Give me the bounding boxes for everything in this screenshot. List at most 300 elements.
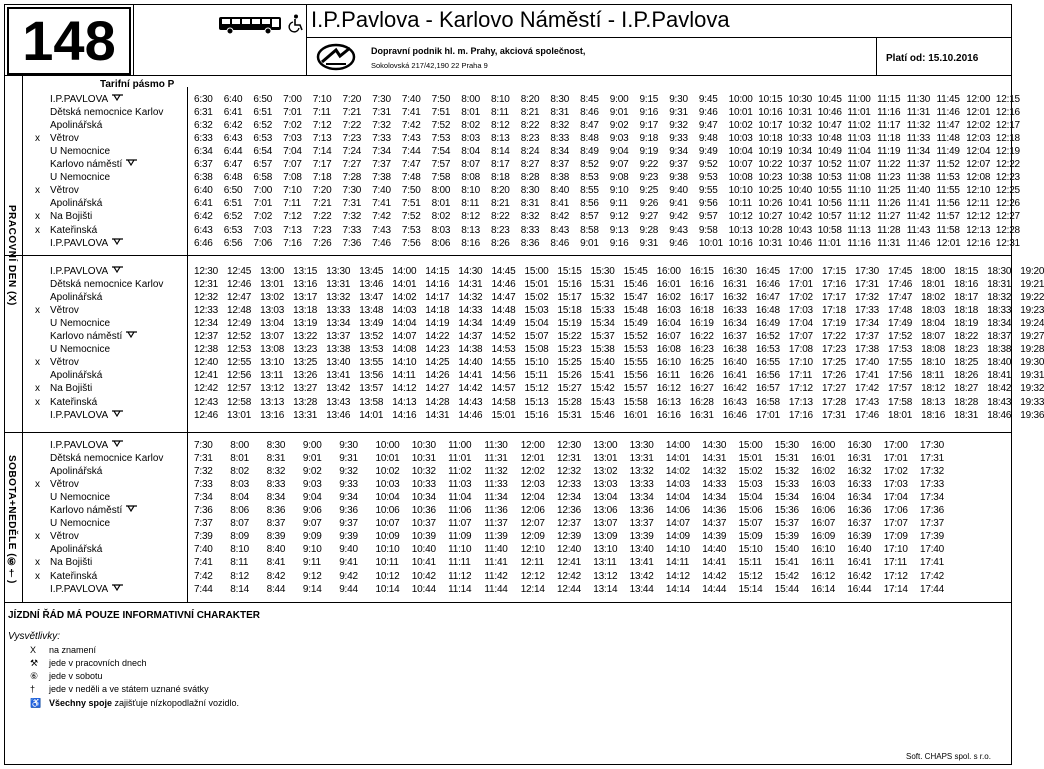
tram-icon <box>112 94 123 101</box>
departure-time: 15:58 <box>623 396 648 408</box>
departure-time: 11:17 <box>877 120 901 132</box>
departure-time: 13:31 <box>326 279 351 291</box>
departure-time: 10:37 <box>788 159 813 171</box>
stop-name <box>50 397 97 409</box>
departure-time: 7:43 <box>401 133 421 145</box>
departure-time: 18:25 <box>954 357 979 369</box>
departure-time: 8:27 <box>520 159 540 171</box>
departure-time: 8:13 <box>491 133 510 145</box>
departure-time: 14:31 <box>458 279 483 291</box>
departure-time: 11:06 <box>448 505 472 517</box>
departure-time: 16:00 <box>811 440 836 451</box>
departure-time: 8:10 <box>461 185 480 197</box>
departure-time: 16:45 <box>755 266 780 277</box>
departure-time: 16:39 <box>847 531 872 543</box>
departure-time: 18:32 <box>987 292 1012 304</box>
departure-time: 9:22 <box>639 159 659 171</box>
departure-time: 14:42 <box>702 570 727 582</box>
departure-time: 7:34 <box>194 492 213 504</box>
departure-time: 9:00 <box>302 440 322 451</box>
departure-time: 7:47 <box>401 159 421 171</box>
stop-name <box>50 238 123 250</box>
departure-time: 10:14 <box>375 583 400 595</box>
departure-time: 13:30 <box>326 266 351 277</box>
departure-time: 10:53 <box>817 172 842 184</box>
departure-time: 11:11 <box>448 557 471 569</box>
departure-time: 16:06 <box>811 505 836 517</box>
departure-time: 11:44 <box>484 583 508 595</box>
departure-time: 15:53 <box>623 344 648 356</box>
departure-time: 15:16 <box>524 409 549 421</box>
departure-time: 11:01 <box>448 453 472 465</box>
departure-time: 19:22 <box>1020 292 1044 304</box>
departure-time: 8:57 <box>580 211 599 223</box>
departure-time: 7:12 <box>283 211 302 223</box>
departure-time: 17:33 <box>920 479 945 491</box>
departure-time: 13:03 <box>593 479 618 491</box>
departure-time: 17:14 <box>883 583 908 595</box>
departure-time: 15:40 <box>774 544 799 556</box>
departure-time: 11:58 <box>936 224 960 236</box>
departure-time: 7:37 <box>372 159 391 171</box>
departure-time: 8:02 <box>431 211 451 223</box>
departure-time: 10:17 <box>758 120 783 132</box>
departure-time: 16:03 <box>811 479 836 491</box>
stop-label: Apolinářská <box>50 544 103 556</box>
departure-time: 13:12 <box>593 570 618 582</box>
departure-time: 7:04 <box>283 146 302 158</box>
departure-time: 14:14 <box>665 583 690 595</box>
departure-time: 12:03 <box>520 479 545 491</box>
stop-name <box>50 133 79 145</box>
departure-time: 11:28 <box>877 224 901 236</box>
departure-time: 16:37 <box>722 331 747 343</box>
departure-time: 8:33 <box>550 133 570 145</box>
departure-time: 8:20 <box>520 94 540 105</box>
departure-time: 14:31 <box>702 453 727 465</box>
departure-time: 7:37 <box>194 518 213 530</box>
stop-name <box>50 211 92 223</box>
departure-time: 12:01 <box>936 237 961 249</box>
stop-label: U Nemocnice <box>50 344 111 356</box>
departure-time: 12:16 <box>966 237 991 249</box>
departure-time: 13:07 <box>260 331 285 343</box>
stop-name <box>50 318 110 330</box>
departure-time: 10:06 <box>375 505 400 517</box>
departure-time: 17:17 <box>821 292 846 304</box>
departure-time: 11:48 <box>936 133 960 145</box>
departure-time: 7:13 <box>312 133 332 145</box>
departure-time: 16:13 <box>656 396 681 408</box>
departure-time: 10:33 <box>788 133 813 145</box>
departure-time: 17:37 <box>920 518 945 530</box>
section-divider <box>4 255 1012 256</box>
departure-time: 10:19 <box>758 146 783 158</box>
departure-time: 8:37 <box>550 159 570 171</box>
departure-time: 8:04 <box>230 492 249 504</box>
departure-time: 11:55 <box>936 185 960 197</box>
departure-time: 13:42 <box>629 570 654 582</box>
departure-time: 8:41 <box>550 198 570 210</box>
stop-label: Větrov <box>50 185 79 197</box>
stop-name <box>50 146 110 158</box>
departure-time: 16:10 <box>656 357 681 369</box>
departure-time: 16:01 <box>623 409 648 421</box>
departure-time: 18:16 <box>954 279 979 291</box>
departure-time: 6:32 <box>194 120 213 132</box>
departure-time: 14:01 <box>392 279 417 291</box>
departure-time: 13:28 <box>293 396 318 408</box>
departure-time: 18:33 <box>987 305 1012 317</box>
departure-time: 15:23 <box>557 344 582 356</box>
departure-time: 13:49 <box>359 318 384 330</box>
departure-time: 8:32 <box>266 466 286 478</box>
departure-time: 9:48 <box>698 133 718 145</box>
legend-description: jede v neděli a ve státem uznané svátky <box>49 684 209 694</box>
departure-time: 7:10 <box>312 94 332 105</box>
departure-time: 13:00 <box>260 266 285 277</box>
departure-time: 14:01 <box>665 453 690 465</box>
legend-text <box>49 671 103 681</box>
departure-time: 6:50 <box>223 185 243 197</box>
departure-time: 9:31 <box>639 237 659 249</box>
departure-time: 8:34 <box>266 492 286 504</box>
departure-time: 12:03 <box>966 133 991 145</box>
departure-time: 8:24 <box>520 146 540 158</box>
departure-time: 12:12 <box>520 570 545 582</box>
departure-time: 16:14 <box>811 583 836 595</box>
departure-time: 17:10 <box>883 544 908 556</box>
departure-time: 16:17 <box>689 292 714 304</box>
departure-time: 12:34 <box>194 318 219 330</box>
departure-time: 9:30 <box>339 440 358 451</box>
departure-time: 13:43 <box>326 396 351 408</box>
departure-time: 11:49 <box>936 146 960 158</box>
departure-time: 16:01 <box>656 279 681 291</box>
departure-time: 12:12 <box>966 211 991 223</box>
departure-time: 11:19 <box>877 146 901 158</box>
section-divider <box>4 432 1012 433</box>
stop-name <box>50 120 102 132</box>
departure-time: 15:02 <box>524 292 549 304</box>
departure-time: 10:01 <box>728 107 753 119</box>
departure-time: 7:44 <box>194 583 213 595</box>
departure-time: 13:27 <box>293 383 318 395</box>
departure-time: 11:15 <box>877 94 901 105</box>
departure-time: 17:07 <box>788 331 813 343</box>
departure-time: 8:01 <box>230 453 249 465</box>
departure-time: 8:42 <box>550 211 570 223</box>
departure-time: 16:31 <box>722 279 747 291</box>
departure-time: 18:30 <box>987 266 1012 277</box>
departure-time: 8:23 <box>491 224 510 236</box>
departure-time: 18:10 <box>921 357 946 369</box>
departure-time: 13:11 <box>593 557 617 569</box>
departure-time: 11:46 <box>906 237 931 249</box>
departure-time: 7:11 <box>312 107 331 119</box>
departure-time: 15:40 <box>590 357 615 369</box>
departure-time: 10:10 <box>375 544 400 556</box>
departure-time: 9:11 <box>302 557 321 569</box>
stop-name <box>50 344 110 356</box>
departure-time: 13:45 <box>359 266 384 277</box>
departure-time: 17:31 <box>920 453 945 465</box>
departure-time: 6:42 <box>223 120 243 132</box>
departure-time: 12:41 <box>194 370 219 382</box>
departure-time: 17:33 <box>855 305 880 317</box>
departure-time: 19:31 <box>1020 370 1044 382</box>
departure-time: 15:42 <box>590 383 615 395</box>
departure-time: 10:11 <box>375 557 399 569</box>
departure-time: 10:39 <box>411 531 436 543</box>
request-stop-mark: x <box>35 211 40 223</box>
departure-time: 13:48 <box>359 305 384 317</box>
request-stop-mark: x <box>35 557 40 569</box>
departure-time: 6:57 <box>253 159 273 171</box>
departure-time: 14:46 <box>458 409 483 421</box>
departure-time: 12:22 <box>995 159 1020 171</box>
departure-time: 18:12 <box>921 383 946 395</box>
departure-time: 12:33 <box>194 305 219 317</box>
departure-time: 18:23 <box>954 344 979 356</box>
departure-time: 15:01 <box>738 453 763 465</box>
departure-time: 7:03 <box>283 133 302 145</box>
departure-time: 8:03 <box>431 224 451 236</box>
departure-time: 6:52 <box>223 211 243 223</box>
departure-time: 6:54 <box>253 146 273 158</box>
departure-time: 10:07 <box>728 159 753 171</box>
departure-time: 16:11 <box>811 557 835 569</box>
departure-time: 11:01 <box>847 107 871 119</box>
departure-time: 11:16 <box>877 107 901 119</box>
departure-time: 17:49 <box>888 318 913 330</box>
departure-time: 14:33 <box>702 479 727 491</box>
departure-time: 13:04 <box>260 318 285 330</box>
departure-time: 16:25 <box>689 357 714 369</box>
departure-time: 15:31 <box>557 409 582 421</box>
departure-time: 7:18 <box>312 172 332 184</box>
departure-time: 17:47 <box>888 292 913 304</box>
departure-time: 14:40 <box>702 544 727 556</box>
departure-time: 14:08 <box>392 344 417 356</box>
stop-label: Dětská nemocnice Karlov <box>50 453 164 465</box>
legend-title: Vysvětlivky: <box>8 631 61 642</box>
departure-time: 12:26 <box>995 198 1020 210</box>
departure-time: 7:51 <box>431 107 451 119</box>
departure-time: 19:30 <box>1020 357 1044 369</box>
stop-label: Dětská nemocnice Karlov <box>50 279 164 291</box>
departure-time: 16:44 <box>847 583 872 595</box>
departure-time: 14:09 <box>665 531 690 543</box>
departure-time: 11:36 <box>484 505 508 517</box>
departure-time: 7:52 <box>401 211 421 223</box>
stop-label: Větrov <box>50 479 79 491</box>
departure-time: 14:56 <box>491 370 516 382</box>
departure-time: 8:48 <box>580 133 599 145</box>
departure-time: 12:08 <box>966 172 991 184</box>
departure-time: 11:31 <box>877 237 901 249</box>
stop-label: I.P.PAVLOVA <box>50 440 109 451</box>
departure-time: 17:01 <box>883 453 908 465</box>
departure-time: 17:32 <box>855 292 880 304</box>
departure-time: 15:22 <box>557 331 582 343</box>
departure-time: 6:40 <box>223 94 243 105</box>
departure-time: 11:57 <box>936 211 960 223</box>
legend-text <box>49 645 96 655</box>
departure-time: 8:45 <box>580 94 599 105</box>
departure-time: 13:19 <box>293 318 318 330</box>
departure-time: 15:47 <box>623 292 648 304</box>
departure-time: 17:31 <box>821 409 846 421</box>
departure-time: 11:32 <box>484 466 508 478</box>
departure-time: 12:14 <box>520 583 545 595</box>
departure-time: 18:13 <box>921 396 946 408</box>
departure-time: 17:53 <box>888 344 913 356</box>
departure-time: 14:01 <box>359 409 384 421</box>
departure-time: 18:31 <box>954 409 979 421</box>
departure-time: 14:40 <box>458 357 483 369</box>
departure-time: 10:23 <box>758 172 783 184</box>
departure-time: 13:25 <box>293 357 318 369</box>
departure-time: 15:28 <box>557 396 582 408</box>
wheelchair-icon <box>288 14 304 32</box>
day-column-divider <box>22 75 23 602</box>
departure-time: 13:00 <box>593 440 618 451</box>
departure-time: 7:24 <box>342 146 362 158</box>
legend-symbol: ⚒ <box>30 658 39 668</box>
departure-time: 11:30 <box>484 440 508 451</box>
departure-time: 10:44 <box>411 583 436 595</box>
legend-bold-text: Všechny spoje <box>49 698 113 708</box>
departure-time: 7:40 <box>194 544 213 556</box>
departure-time: 9:26 <box>639 198 659 210</box>
departure-time: 7:33 <box>342 224 362 236</box>
departure-time: 15:17 <box>557 292 582 304</box>
tram-icon <box>112 410 123 417</box>
departure-time: 12:16 <box>995 107 1020 119</box>
stop-label: Na Bojišti <box>50 557 93 569</box>
departure-time: 15:45 <box>623 266 648 277</box>
departure-time: 7:31 <box>194 453 213 465</box>
departure-time: 7:28 <box>342 172 362 184</box>
departure-time: 10:11 <box>728 198 752 210</box>
informative-note: JÍZDNÍ ŘÁD MÁ POUZE INFORMATIVNÍ CHARAKTER <box>8 610 261 621</box>
departure-time: 15:55 <box>623 357 648 369</box>
stop-name <box>50 357 79 369</box>
departure-time: 19:27 <box>1020 331 1044 343</box>
departure-time: 15:16 <box>557 279 582 291</box>
departure-time: 11:52 <box>936 159 960 171</box>
departure-time: 17:06 <box>883 505 908 517</box>
departure-time: 16:22 <box>689 331 714 343</box>
departure-time: 11:03 <box>847 133 871 145</box>
departure-time: 15:12 <box>524 383 549 395</box>
departure-time: 9:10 <box>302 544 322 556</box>
departure-time: 10:15 <box>758 94 783 105</box>
departure-time: 10:12 <box>375 570 400 582</box>
departure-time: 7:02 <box>283 120 302 132</box>
departure-time: 15:41 <box>590 370 615 382</box>
departure-time: 18:40 <box>987 357 1012 369</box>
departure-time: 17:11 <box>788 370 813 382</box>
tram-icon <box>112 238 123 245</box>
departure-time: 7:48 <box>401 172 421 184</box>
departure-time: 10:27 <box>758 211 783 223</box>
operator-name: Dopravní podnik hl. m. Prahy, akciová společnost, <box>371 46 586 56</box>
departure-time: 17:03 <box>883 479 908 491</box>
departure-time: 12:43 <box>194 396 219 408</box>
departure-time: 9:14 <box>302 583 322 595</box>
departure-time: 6:53 <box>253 133 273 145</box>
departure-time: 9:09 <box>302 531 322 543</box>
departure-time: 7:33 <box>194 479 213 491</box>
departure-time: 6:40 <box>194 185 213 197</box>
departure-time: 8:28 <box>520 172 540 184</box>
departure-time: 12:02 <box>520 466 545 478</box>
departure-time: 10:04 <box>728 146 753 158</box>
departure-time: 12:25 <box>995 185 1020 197</box>
departure-time: 14:52 <box>491 331 516 343</box>
departure-time: 6:31 <box>194 107 213 119</box>
departure-time: 9:41 <box>669 198 688 210</box>
departure-time: 14:00 <box>392 266 417 277</box>
departure-time: 12:37 <box>194 331 219 343</box>
request-stop-mark: x <box>35 383 40 395</box>
departure-time: 14:53 <box>491 344 516 356</box>
departure-time: 7:12 <box>312 120 332 132</box>
departure-time: 6:48 <box>223 172 243 184</box>
departure-time: 14:55 <box>491 357 516 369</box>
software-credits: Soft. CHAPS spol. s r.o. <box>906 752 991 761</box>
departure-time: 16:31 <box>847 453 872 465</box>
departure-time: 15:41 <box>774 557 799 569</box>
departure-time: 7:36 <box>194 505 213 517</box>
departure-time: 9:01 <box>302 453 322 465</box>
departure-time: 12:41 <box>557 557 582 569</box>
departure-time: 12:02 <box>966 120 991 132</box>
departure-time: 17:34 <box>920 492 945 504</box>
departure-time: 11:13 <box>847 224 871 236</box>
departure-time: 13:11 <box>260 370 284 382</box>
departure-time: 7:07 <box>283 159 302 171</box>
stop-name <box>50 279 163 291</box>
legend-symbol: X <box>30 645 37 655</box>
departure-time: 11:37 <box>906 159 931 171</box>
weekday-label: PRACOVNÍ DEN (X) <box>6 205 17 306</box>
departure-time: 10:09 <box>375 531 400 543</box>
departure-time: 8:32 <box>520 211 540 223</box>
departure-time: 11:27 <box>877 211 901 223</box>
departure-time: 13:10 <box>593 544 618 556</box>
stop-name <box>50 266 123 278</box>
tram-icon <box>112 584 123 591</box>
departure-time: 15:25 <box>557 357 582 369</box>
departure-time: 15:34 <box>590 318 615 330</box>
departure-time: 16:28 <box>689 396 714 408</box>
stop-label: I.P.PAVLOVA <box>50 409 109 421</box>
departure-time: 6:30 <box>194 94 213 105</box>
departure-time: 14:07 <box>392 331 417 343</box>
departure-time: 13:30 <box>629 440 654 451</box>
departure-time: 8:41 <box>266 557 286 569</box>
departure-time: 12:27 <box>995 211 1020 223</box>
departure-time: 15:39 <box>774 531 799 543</box>
departure-time: 12:52 <box>227 331 252 343</box>
departure-time: 12:10 <box>520 544 545 556</box>
valid-from: Platí od: 15.10.2016 <box>886 53 979 64</box>
departure-time: 10:00 <box>375 440 400 451</box>
departure-time: 10:04 <box>375 492 400 504</box>
